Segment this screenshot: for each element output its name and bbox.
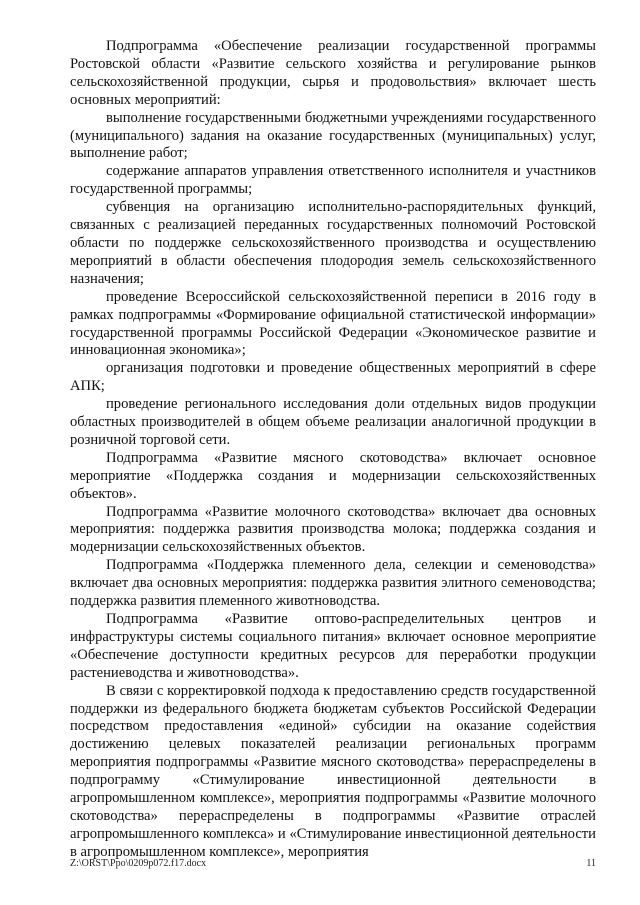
paragraph-7: проведение регионального исследования доли отдельных видов продукции областных производителей в общем объеме реализации аналогичной продукции в розничной торговой сети. (70, 396, 596, 448)
paragraph-1: Подпрограмма «Обеспечение реализации государственной программы Ростовской области «Развитие сельского хозяйства и регулирование рынков сельскохозяйственной продукции, сырья и продовольствия» включает шесть основных мероприятий: (70, 38, 596, 108)
page-footer (70, 858, 596, 869)
paragraph-6: организация подготовки и проведение общественных мероприятий в сфере АПК; (70, 360, 596, 395)
paragraph-4: субвенция на организацию исполнительно-распорядительных функций, связанных с реализацией переданных государственных полномочий Ростовской области по поддержке сельскохозяйственного производства и осуществлению мероприятий в области обеспечения плодородия земель сельскохозяйственного назначения; (70, 199, 596, 287)
paragraph-5: проведение Всероссийской сельскохозяйственной переписи в 2016 году в рамках подпрограммы «Формирование официальной статистической информации» государственной программы Российской Федерации «Экономическое развитие и инновационная экономика»; (70, 288, 596, 359)
paragraph-3: содержание аппаратов управления ответственного исполнителя и участников государственной программы; (70, 163, 596, 198)
paragraph-11: Подпрограмма «Развитие оптово-распределительных центров и инфраструктуры системы социального питания» включает основное мероприятие «Обеспечение доступности кредитных ресурсов для переработки продукции растениеводства и животноводства». (70, 611, 596, 681)
document-body (70, 38, 596, 862)
paragraph-10: Подпрограмма «Поддержка племенного дела, селекции и семеноводства» включает два основных мероприятия: поддержка развития элитного семеноводства; поддержка развития племенного животноводства. (70, 557, 596, 610)
paragraph-9: Подпрограмма «Развитие молочного скотоводства» включает два основных мероприятия: поддержка развития производства молока; поддержка создания и модернизации сельскохозяйственных объектов. (70, 503, 596, 556)
page-number: 11 (586, 858, 596, 869)
paragraph-2: выполнение государственными бюджетными учреждениями государственного (муниципального) задания на оказание государственных (муниципальных) услуг, выполнение работ; (70, 109, 596, 162)
paragraph-8: Подпрограмма «Развитие мясного скотоводства» включает основное мероприятие «Поддержка создания и модернизации сельскохозяйственных объектов». (70, 449, 596, 502)
file-path: Z:\ORST\Ppo\0209p072.f17.docx (70, 858, 207, 869)
paragraph-12: В связи с корректировкой подхода к предоставлению средств государственной поддержки из федерального бюджета бюджетам субъектов Российской Федерации посредством предоставления «единой» субсидии на оказание содействия достижению целевых показателей реализации региональных программ мероприятия подпрограммы «Развитие мясного скотоводства» перераспределены в подпрограмму «Стимулирование инвестиционной деятельности в агропромышленном комплексе», мероприятия подпрограммы «Развитие молочного скотоводства» перераспределены в подпрограммы «Развитие отраслей агропромышленного комплекса» и «Стимулирование инвестиционной деятельности в агропромышленном комплексе», мероприятия (70, 682, 596, 860)
